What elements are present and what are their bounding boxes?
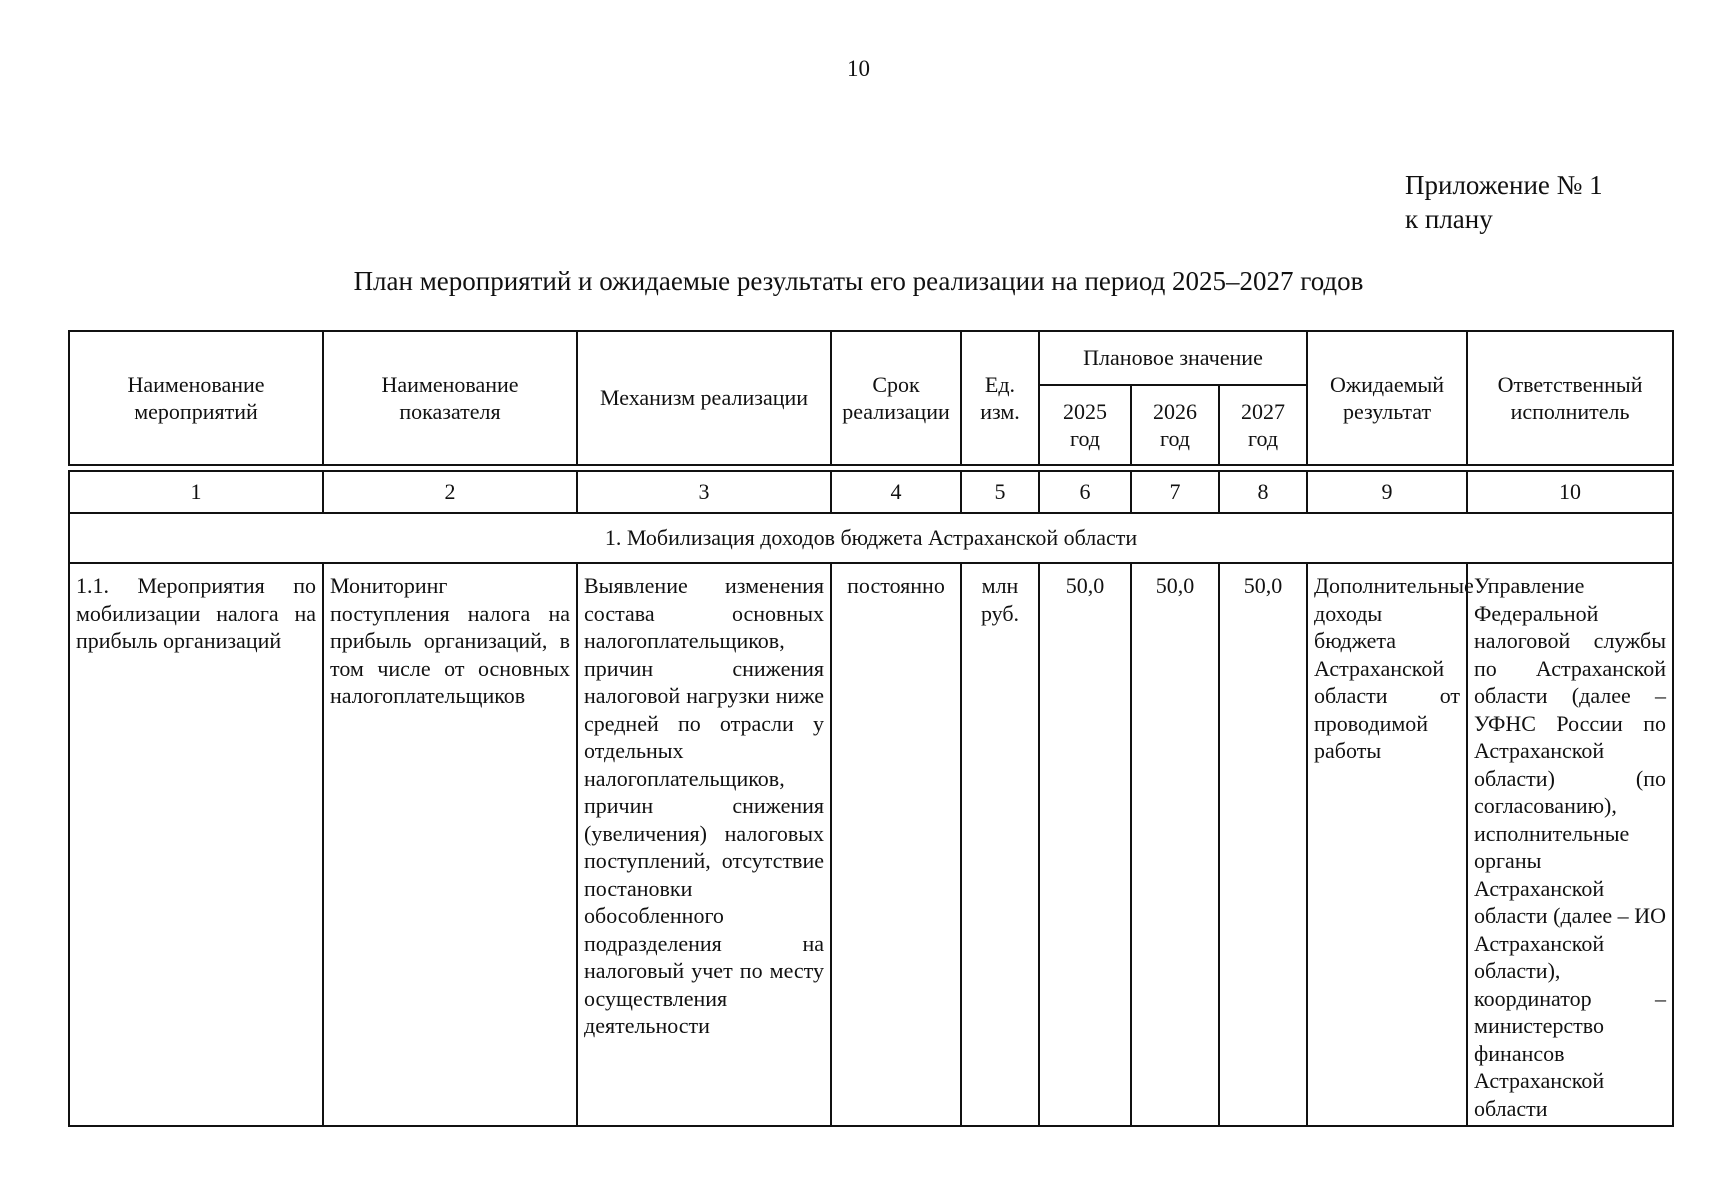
page-number: 10 — [847, 56, 870, 81]
column-number: 4 — [831, 471, 961, 513]
cell-unit: млн руб. — [961, 563, 1039, 1126]
header-event-name: Наименование мероприятий — [69, 331, 323, 465]
column-number: 9 — [1307, 471, 1467, 513]
column-number: 8 — [1219, 471, 1307, 513]
cell-value-2026: 50,0 — [1131, 563, 1219, 1126]
column-number: 3 — [577, 471, 831, 513]
column-number: 6 — [1039, 471, 1131, 513]
cell-mechanism: Выявление изменения состава основных налогоплательщиков, причин снижения налоговой нагрузки ниже средней по отрасли у отдельных налогоплательщиков, причин снижения (увеличения) налоговых поступлений, отсутствие постановки обособленного подразделения на налоговый учет по месту осуществления деятельности — [577, 563, 831, 1126]
table-row — [69, 563, 1673, 1126]
header-year-2026: 2026 год — [1131, 385, 1219, 465]
document-title: План мероприятий и ожидаемые результаты его реализации на период 2025–2027 годов — [353, 266, 1364, 296]
column-number: 2 — [323, 471, 577, 513]
appendix-line-1: Приложение № 1 — [1405, 170, 1603, 200]
column-number: 7 — [1131, 471, 1219, 513]
column-number: 10 — [1467, 471, 1673, 513]
header-mechanism: Механизм реализации — [577, 331, 831, 465]
header-indicator-name: Наименование показателя — [323, 331, 577, 465]
cell-value-2025: 50,0 — [1039, 563, 1131, 1126]
cell-expected-result: Дополнительные доходы бюджета Астраханской области от проводимой работы — [1307, 563, 1467, 1126]
cell-value-2027: 50,0 — [1219, 563, 1307, 1126]
cell-indicator: Мониторинг поступления налога на прибыль организаций, в том числе от основных налогоплательщиков — [323, 563, 577, 1126]
header-year-2027: 2027 год — [1219, 385, 1307, 465]
column-number: 1 — [69, 471, 323, 513]
header-responsible: Ответственный исполнитель — [1467, 331, 1673, 465]
appendix-label — [1405, 168, 1603, 236]
table-header-row — [69, 331, 1673, 385]
header-year-2025: 2025 год — [1039, 385, 1131, 465]
column-number: 5 — [961, 471, 1039, 513]
cell-event: 1.1. Мероприятия по мобилизации налога на прибыль организаций — [69, 563, 323, 1126]
appendix-line-2: к плану — [1405, 204, 1493, 234]
cell-term: постоянно — [831, 563, 961, 1126]
section-title: 1. Мобилизация доходов бюджета Астраханской области — [69, 513, 1673, 563]
header-planned-value: Плановое значение — [1039, 331, 1307, 385]
plan-table — [68, 330, 1674, 1127]
header-unit: Ед. изм. — [961, 331, 1039, 465]
header-expected-result: Ожидаемый результат — [1307, 331, 1467, 465]
cell-responsible: Управление Федеральной налоговой службы по Астраханской области (далее – УФНС России по Астраханской области) (по согласованию), исполнительные органы Астраханской области (далее – ИО Астраханской области), координатор – министерство финансов Астраханской области — [1467, 563, 1673, 1126]
header-term: Срок реализации — [831, 331, 961, 465]
column-numbers-row — [69, 471, 1673, 513]
section-title-row — [69, 513, 1673, 563]
